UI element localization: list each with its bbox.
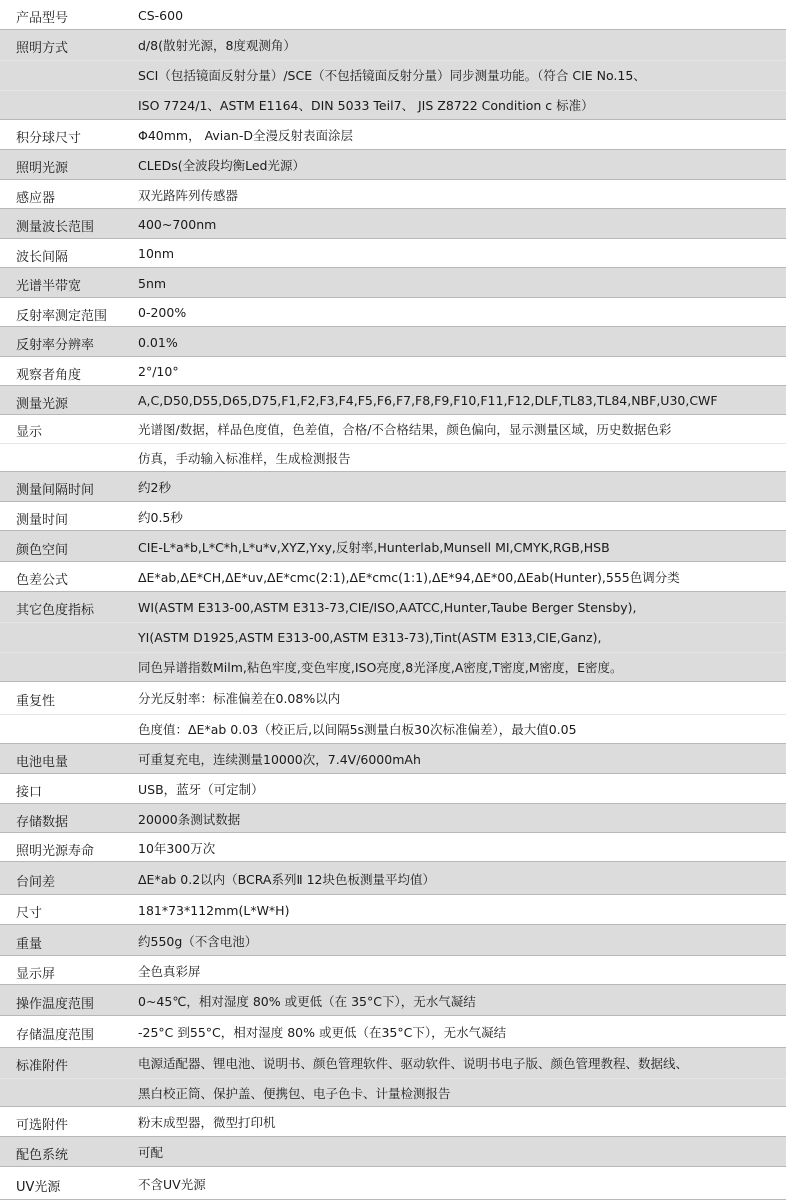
spec-label: 配色系统 xyxy=(16,1148,69,1163)
spec-value-line: ISO 7724/1、ASTM E1164、DIN 5033 Teil7、 JIS Z8722 Condition c 标准） xyxy=(138,98,594,113)
spec-label: 反射率分辨率 xyxy=(16,338,95,353)
spec-row xyxy=(0,150,786,180)
spec-value xyxy=(138,150,786,180)
spec-row xyxy=(0,209,786,239)
spec-row xyxy=(0,925,786,956)
spec-value xyxy=(138,1016,786,1048)
spec-label: 重量 xyxy=(16,936,43,952)
spec-value xyxy=(138,0,786,30)
spec-value-line: 光谱图/数据，样品色度值，色差值，合格/不合格结果，颜色偏向，显示测量区域，历史数据色彩 xyxy=(138,422,672,437)
spec-label: 光谱半带宽 xyxy=(16,279,82,294)
spec-value-line: CLEDs(全波段均衡Led光源） xyxy=(138,158,305,173)
spec-value-line: CIE-L*a*b,L*C*h,L*u*v,XYZ,Yxy,反射率,Hunterlab,Munsell MI,CMYK,RGB,HSB xyxy=(138,539,610,555)
spec-value-line: 10nm xyxy=(138,246,175,261)
spec-row xyxy=(0,386,786,415)
spec-row xyxy=(0,120,786,150)
spec-value-line: 0.01% xyxy=(138,334,178,350)
spec-label: 测量波长范围 xyxy=(16,220,95,235)
spec-row xyxy=(0,774,786,804)
spec-value xyxy=(138,531,786,562)
spec-value xyxy=(138,386,786,415)
spec-row xyxy=(0,502,786,531)
spec-label: 台间差 xyxy=(16,874,56,890)
line-divider xyxy=(0,90,786,91)
spec-row xyxy=(0,1167,786,1200)
line-divider xyxy=(0,622,786,623)
spec-row xyxy=(0,472,786,502)
spec-row xyxy=(0,985,786,1016)
spec-value-line: 0~45℃，相对湿度 80% 或更低（在 35°C下），无水气凝结 xyxy=(138,993,476,1009)
spec-value-line: 20000条测试数据 xyxy=(138,811,241,827)
spec-label: 照明方式 xyxy=(16,41,69,56)
spec-row xyxy=(0,592,786,682)
spec-row xyxy=(0,744,786,774)
spec-value-line: 5nm xyxy=(138,275,167,291)
spec-label: 电池电量 xyxy=(16,755,69,770)
spec-label: 存储数据 xyxy=(16,814,69,830)
spec-value xyxy=(138,774,786,804)
spec-value xyxy=(138,804,786,833)
spec-value xyxy=(138,502,786,531)
spec-label: 接口 xyxy=(16,785,43,800)
spec-label: 可选附件 xyxy=(16,1118,69,1133)
spec-label: 重复性 xyxy=(16,694,56,709)
spec-value xyxy=(138,268,786,298)
spec-value xyxy=(138,327,786,357)
spec-label: 积分球尺寸 xyxy=(16,131,82,146)
spec-value-line: 约550g（不含电池） xyxy=(138,933,258,949)
spec-value-line: 约2秒 xyxy=(138,480,171,495)
spec-value xyxy=(138,1107,786,1137)
spec-label: 测量间隔时间 xyxy=(16,483,95,498)
spec-label: 尺寸 xyxy=(16,906,43,921)
spec-value xyxy=(138,120,786,150)
spec-value-line: -25°C 到55°C，相对湿度 80% 或更低（在35°C下），无水气凝结 xyxy=(138,1025,507,1040)
spec-value-line: 10年300万次 xyxy=(138,840,216,856)
line-divider xyxy=(0,443,786,444)
line-divider xyxy=(0,1078,786,1079)
spec-value xyxy=(138,562,786,592)
spec-row xyxy=(0,562,786,592)
spec-row xyxy=(0,180,786,209)
spec-value-line: 可重复充电，连续测量10000次，7.4V/6000mAh xyxy=(138,752,421,767)
spec-label: 显示 xyxy=(16,425,43,440)
spec-value-line: 色度值：ΔE*ab 0.03（校正后,以间隔5s测量白板30次标准偏差），最大值0.05 xyxy=(138,722,577,737)
spec-label: 存储温度范围 xyxy=(16,1028,95,1043)
spec-value-line: 可配 xyxy=(138,1145,164,1160)
spec-value-line: Φ40mm， Avian-D全漫反射表面涂层 xyxy=(138,128,353,143)
spec-row xyxy=(0,1137,786,1167)
spec-row xyxy=(0,804,786,833)
spec-row xyxy=(0,531,786,562)
spec-value xyxy=(138,357,786,386)
spec-value xyxy=(138,682,786,744)
spec-value xyxy=(138,1137,786,1167)
spec-value-line: ΔE*ab 0.2以内（BCRA系列Ⅱ 12块色板测量平均值） xyxy=(138,871,435,887)
spec-value xyxy=(138,1167,786,1200)
spec-label: 产品型号 xyxy=(16,11,69,26)
spec-value-line: A,C,D50,D55,D65,D75,F1,F2,F3,F4,F5,F6,F7,F8,F9,F10,F11,F12,DLF,TL83,TL84,NBF,U30,CWF xyxy=(138,393,718,408)
spec-row xyxy=(0,682,786,744)
spec-label: 照明光源 xyxy=(16,161,69,176)
spec-label: 感应器 xyxy=(16,190,56,206)
spec-value-line: 粉末成型器，微型打印机 xyxy=(138,1115,276,1130)
spec-value-line: 仿真，手动输入标准样，生成检测报告 xyxy=(138,450,351,466)
spec-label: 色差公式 xyxy=(16,573,69,588)
spec-label: 标准附件 xyxy=(16,1059,69,1074)
spec-label: 其它色度指标 xyxy=(16,603,95,618)
spec-value-line: 约0.5秒 xyxy=(138,509,183,525)
spec-value xyxy=(138,239,786,268)
spec-row xyxy=(0,30,786,120)
spec-value xyxy=(138,985,786,1016)
spec-value xyxy=(138,592,786,682)
spec-value xyxy=(138,744,786,774)
spec-value-line: 分光反射率：标准偏差在0.08%以内 xyxy=(138,691,341,706)
spec-label: 波长间隔 xyxy=(16,249,69,265)
spec-value-line: ΔE*ab,ΔE*CH,ΔE*uv,ΔE*cmc(2:1),ΔE*cmc(1:1),ΔE*94,ΔE*00,ΔEab(Hunter),555色调分类 xyxy=(138,570,680,585)
line-divider xyxy=(0,652,786,653)
spec-value-line: 400~700nm xyxy=(138,216,217,232)
spec-value xyxy=(138,956,786,985)
spec-value-line: 181*73*112mm(L*W*H) xyxy=(138,902,290,918)
spec-row xyxy=(0,1016,786,1048)
spec-row xyxy=(0,862,786,895)
spec-value xyxy=(138,862,786,895)
spec-value xyxy=(138,209,786,239)
spec-row xyxy=(0,0,786,30)
spec-value xyxy=(138,298,786,327)
spec-label: 观察者角度 xyxy=(16,367,82,383)
spec-value-line: 0-200% xyxy=(138,305,187,320)
spec-label: 显示屏 xyxy=(16,966,56,982)
spec-value-line: 黑白校正筒、保护盖、便携包、电子色卡、计量检测报告 xyxy=(138,1085,451,1101)
spec-row xyxy=(0,895,786,925)
spec-value-line: USB，蓝牙（可定制） xyxy=(138,782,264,797)
spec-label: 颜色空间 xyxy=(16,542,69,558)
spec-value xyxy=(138,833,786,862)
spec-label: 照明光源寿命 xyxy=(16,843,95,859)
spec-value-line: 同色异谱指数Milm,粘色牢度,变色牢度,ISO亮度,8光泽度,A密度,T密度,M密度，E密度。 xyxy=(138,660,623,675)
spec-value-line: 2°/10° xyxy=(138,364,179,379)
spec-value xyxy=(138,30,786,120)
spec-value-line: 双光路阵列传感器 xyxy=(138,187,239,203)
line-divider xyxy=(0,60,786,61)
spec-label: 反射率测定范围 xyxy=(16,308,108,324)
spec-row xyxy=(0,956,786,985)
spec-value-line: CS-600 xyxy=(138,7,184,23)
spec-row xyxy=(0,833,786,862)
spec-value-line: YI(ASTM D1925,ASTM E313-00,ASTM E313-73),Tint(ASTM E313,CIE,Ganz), xyxy=(138,629,602,645)
spec-label: 测量光源 xyxy=(16,396,69,412)
spec-value-line: 电源适配器、锂电池、说明书、颜色管理软件、驱动软件、说明书电子版、颜色管理教程、数据线、 xyxy=(138,1056,689,1071)
line-divider xyxy=(0,714,786,715)
spec-label: 操作温度范围 xyxy=(16,996,95,1012)
spec-value-line: 不含UV光源 xyxy=(138,1176,206,1192)
spec-row xyxy=(0,327,786,357)
spec-row xyxy=(0,268,786,298)
spec-value-line: SCI（包括镜面反射分量）/SCE（不包括镜面反射分量）同步测量功能。（符合 CIE No.15、 xyxy=(138,68,646,83)
spec-row xyxy=(0,357,786,386)
spec-value xyxy=(138,895,786,925)
spec-value-line: WI(ASTM E313-00,ASTM E313-73,CIE/ISO,AATCC,Hunter,Taube Berger Stensby), xyxy=(138,599,637,615)
spec-label: 测量时间 xyxy=(16,512,69,528)
spec-label: UV光源 xyxy=(16,1179,61,1195)
spec-row xyxy=(0,298,786,327)
spec-value xyxy=(138,180,786,209)
spec-row xyxy=(0,1107,786,1137)
spec-value-line: d/8(散射光源，8度观测角） xyxy=(138,38,296,53)
spec-value xyxy=(138,472,786,502)
spec-value-line: 全色真彩屏 xyxy=(138,963,201,979)
spec-value xyxy=(138,925,786,956)
spec-row xyxy=(0,239,786,268)
